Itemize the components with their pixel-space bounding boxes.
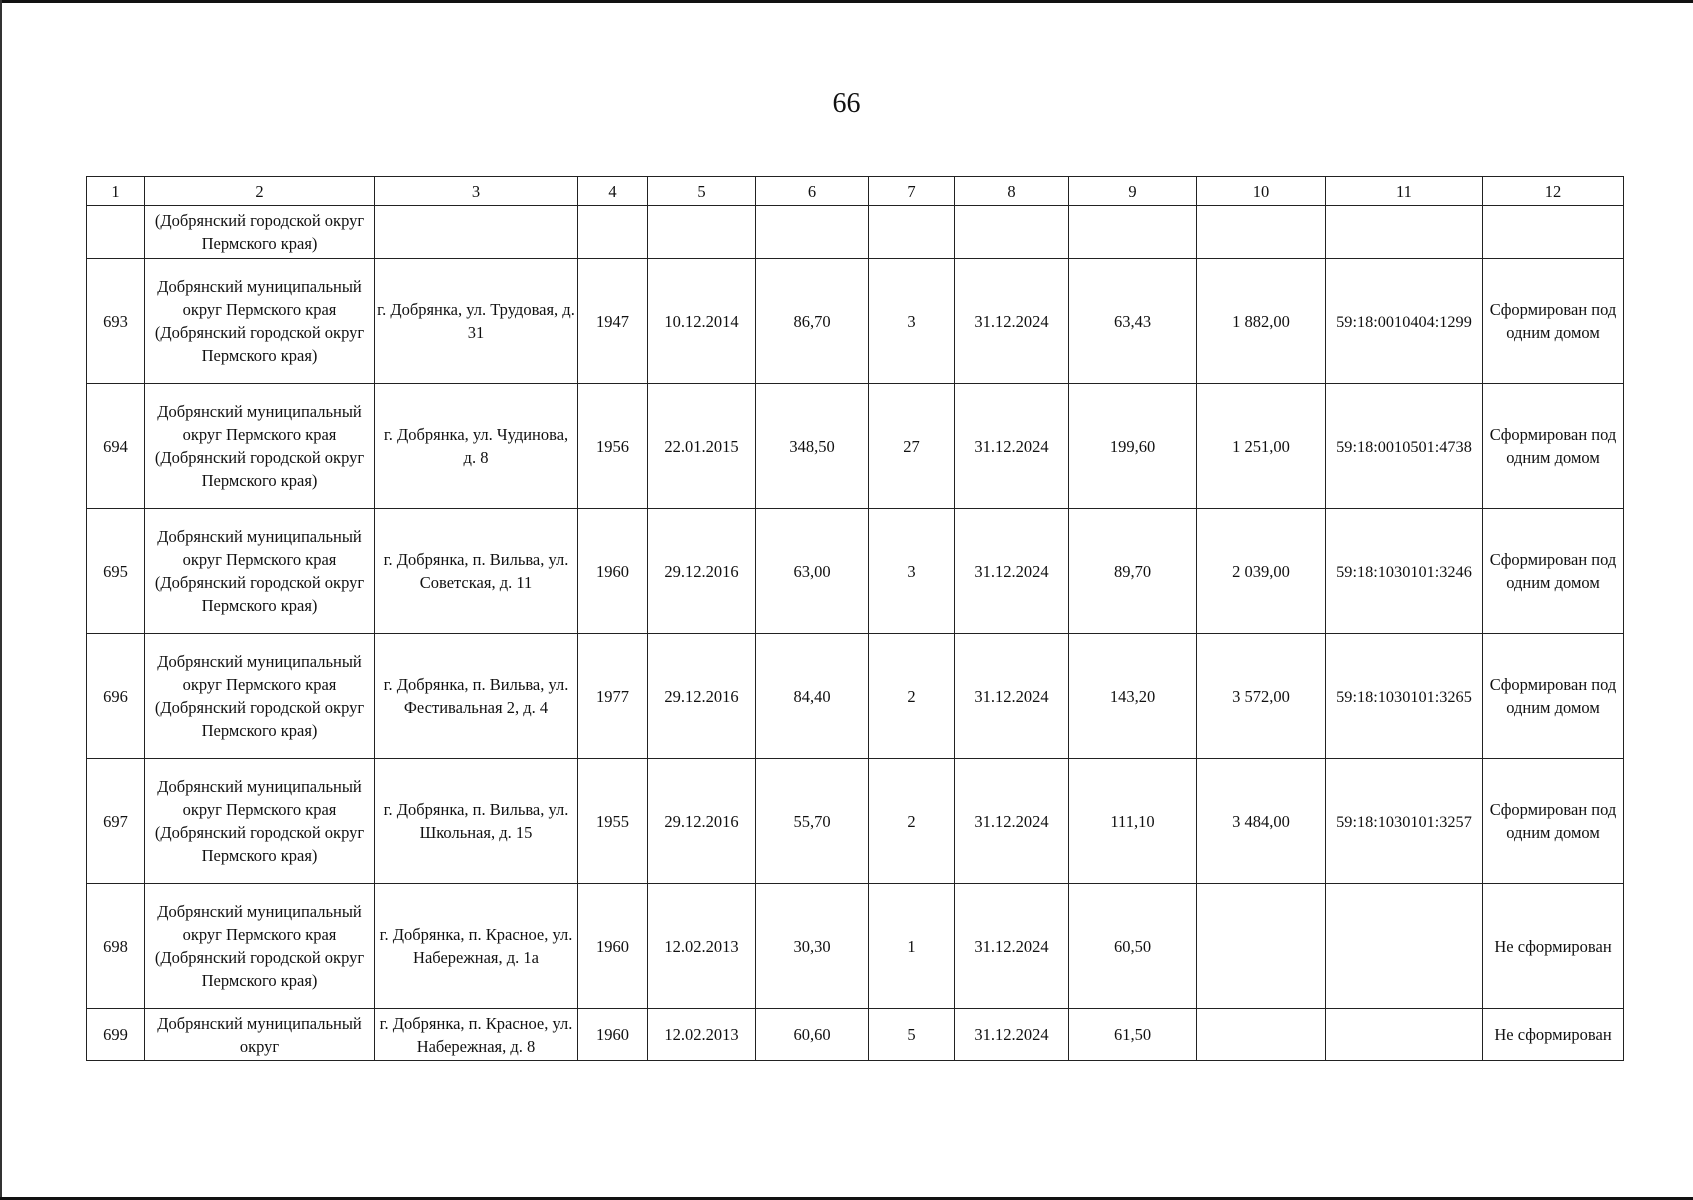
column-number: 8: [955, 177, 1069, 206]
area-cell: 86,70: [756, 259, 869, 384]
owner-cell: (Добрянский городской округ Пермского края): [145, 206, 375, 259]
row-number-cell: 695: [87, 509, 145, 634]
col9-cell: 111,10: [1069, 759, 1197, 884]
date-cell: 12.02.2013: [648, 884, 756, 1009]
year-cell: 1960: [578, 884, 648, 1009]
area-cell: 60,60: [756, 1009, 869, 1061]
area-cell: 84,40: [756, 634, 869, 759]
status-cell: Сформирован под одним домом: [1483, 384, 1624, 509]
residents-cell: 2: [869, 634, 955, 759]
row-number-cell: 693: [87, 259, 145, 384]
column-number-row: [87, 177, 1624, 206]
cadastral-number-cell: 59:18:0010404:1299: [1326, 259, 1483, 384]
residents-cell: 3: [869, 509, 955, 634]
column-number: 9: [1069, 177, 1197, 206]
row-number-cell: 696: [87, 634, 145, 759]
address-cell: г. Добрянка, п. Красное, ул. Набережная, д. 8: [375, 1009, 578, 1061]
col9-cell: 143,20: [1069, 634, 1197, 759]
scan-frame-top: [0, 0, 1693, 3]
cadastral-number-cell: 59:18:0010501:4738: [1326, 384, 1483, 509]
column-number: 11: [1326, 177, 1483, 206]
status-cell: Сформирован под одним домом: [1483, 509, 1624, 634]
date-cell: 12.02.2013: [648, 1009, 756, 1061]
address-cell: г. Добрянка, п. Вильва, ул. Советская, д. 11: [375, 509, 578, 634]
year-cell: 1960: [578, 509, 648, 634]
owner-cell: Добрянский муниципальный округ Пермского края (Добрянский городской округ Пермского края): [145, 509, 375, 634]
page-number: 66: [832, 88, 861, 119]
col9-cell: 63,43: [1069, 259, 1197, 384]
column-number: 10: [1197, 177, 1326, 206]
area-cell: 348,50: [756, 384, 869, 509]
year-cell: 1955: [578, 759, 648, 884]
address-cell: г. Добрянка, п. Вильва, ул. Фестивальная 2, д. 4: [375, 634, 578, 759]
column-number: 6: [756, 177, 869, 206]
column-number: 1: [87, 177, 145, 206]
owner-cell: Добрянский муниципальный округ Пермского края (Добрянский городской округ Пермского края): [145, 259, 375, 384]
year-cell: 1977: [578, 634, 648, 759]
table-row: [87, 509, 1624, 634]
col9-cell: 89,70: [1069, 509, 1197, 634]
table-row: [87, 1009, 1624, 1061]
scan-frame-left: [0, 0, 2, 1200]
area-cell: 55,70: [756, 759, 869, 884]
owner-cell: Добрянский муниципальный округ Пермского края (Добрянский городской округ Пермского края): [145, 384, 375, 509]
status-cell: Сформирован под одним домом: [1483, 759, 1624, 884]
date-cell: 29.12.2016: [648, 509, 756, 634]
status-cell: Не сформирован: [1483, 1009, 1624, 1061]
deadline-cell: 31.12.2024: [955, 634, 1069, 759]
residents-cell: 27: [869, 384, 955, 509]
col10-cell: [1197, 884, 1326, 1009]
column-number: 5: [648, 177, 756, 206]
column-number: 12: [1483, 177, 1624, 206]
table-row: [87, 759, 1624, 884]
cadastral-number-cell: 59:18:1030101:3246: [1326, 509, 1483, 634]
table-row: [87, 884, 1624, 1009]
deadline-cell: 31.12.2024: [955, 509, 1069, 634]
deadline-cell: 31.12.2024: [955, 1009, 1069, 1061]
deadline-cell: 31.12.2024: [955, 884, 1069, 1009]
col10-cell: 2 039,00: [1197, 509, 1326, 634]
housing-registry-table: [86, 176, 1624, 1061]
deadline-cell: 31.12.2024: [955, 259, 1069, 384]
status-cell: Сформирован под одним домом: [1483, 634, 1624, 759]
row-number-cell: 697: [87, 759, 145, 884]
column-number: 3: [375, 177, 578, 206]
col9-cell: 199,60: [1069, 384, 1197, 509]
row-number-cell: 698: [87, 884, 145, 1009]
cadastral-number-cell: [1326, 884, 1483, 1009]
address-cell: г. Добрянка, п. Красное, ул. Набережная, д. 1а: [375, 884, 578, 1009]
area-cell: 30,30: [756, 884, 869, 1009]
address-cell: г. Добрянка, ул. Чудинова, д. 8: [375, 384, 578, 509]
deadline-cell: 31.12.2024: [955, 384, 1069, 509]
year-cell: 1956: [578, 384, 648, 509]
deadline-cell: 31.12.2024: [955, 759, 1069, 884]
col10-cell: 1 882,00: [1197, 259, 1326, 384]
cadastral-number-cell: 59:18:1030101:3257: [1326, 759, 1483, 884]
address-cell: г. Добрянка, п. Вильва, ул. Школьная, д. 15: [375, 759, 578, 884]
residents-cell: 1: [869, 884, 955, 1009]
date-cell: 29.12.2016: [648, 634, 756, 759]
col10-cell: [1197, 1009, 1326, 1061]
col9-cell: 60,50: [1069, 884, 1197, 1009]
date-cell: 22.01.2015: [648, 384, 756, 509]
column-number: 7: [869, 177, 955, 206]
continuation-row: [87, 206, 1624, 259]
date-cell: 29.12.2016: [648, 759, 756, 884]
residents-cell: 2: [869, 759, 955, 884]
year-cell: 1960: [578, 1009, 648, 1061]
cadastral-number-cell: [1326, 1009, 1483, 1061]
col10-cell: 3 484,00: [1197, 759, 1326, 884]
row-number-cell: 699: [87, 1009, 145, 1061]
col9-cell: 61,50: [1069, 1009, 1197, 1061]
cadastral-number-cell: 59:18:1030101:3265: [1326, 634, 1483, 759]
owner-cell: Добрянский муниципальный округ Пермского края (Добрянский городской округ Пермского края): [145, 759, 375, 884]
column-number: 2: [145, 177, 375, 206]
col10-cell: 1 251,00: [1197, 384, 1326, 509]
owner-cell: Добрянский муниципальный округ Пермского края (Добрянский городской округ Пермского края): [145, 884, 375, 1009]
status-cell: Не сформирован: [1483, 884, 1624, 1009]
status-cell: Сформирован под одним домом: [1483, 259, 1624, 384]
owner-cell: Добрянский муниципальный округ Пермского края (Добрянский городской округ Пермского края): [145, 634, 375, 759]
address-cell: г. Добрянка, ул. Трудовая, д. 31: [375, 259, 578, 384]
table-row: [87, 384, 1624, 509]
area-cell: 63,00: [756, 509, 869, 634]
col10-cell: 3 572,00: [1197, 634, 1326, 759]
column-number: 4: [578, 177, 648, 206]
date-cell: 10.12.2014: [648, 259, 756, 384]
table-row: [87, 634, 1624, 759]
table-row: [87, 259, 1624, 384]
year-cell: 1947: [578, 259, 648, 384]
row-number-cell: 694: [87, 384, 145, 509]
owner-cell: Добрянский муниципальный округ: [145, 1009, 375, 1061]
residents-cell: 3: [869, 259, 955, 384]
residents-cell: 5: [869, 1009, 955, 1061]
